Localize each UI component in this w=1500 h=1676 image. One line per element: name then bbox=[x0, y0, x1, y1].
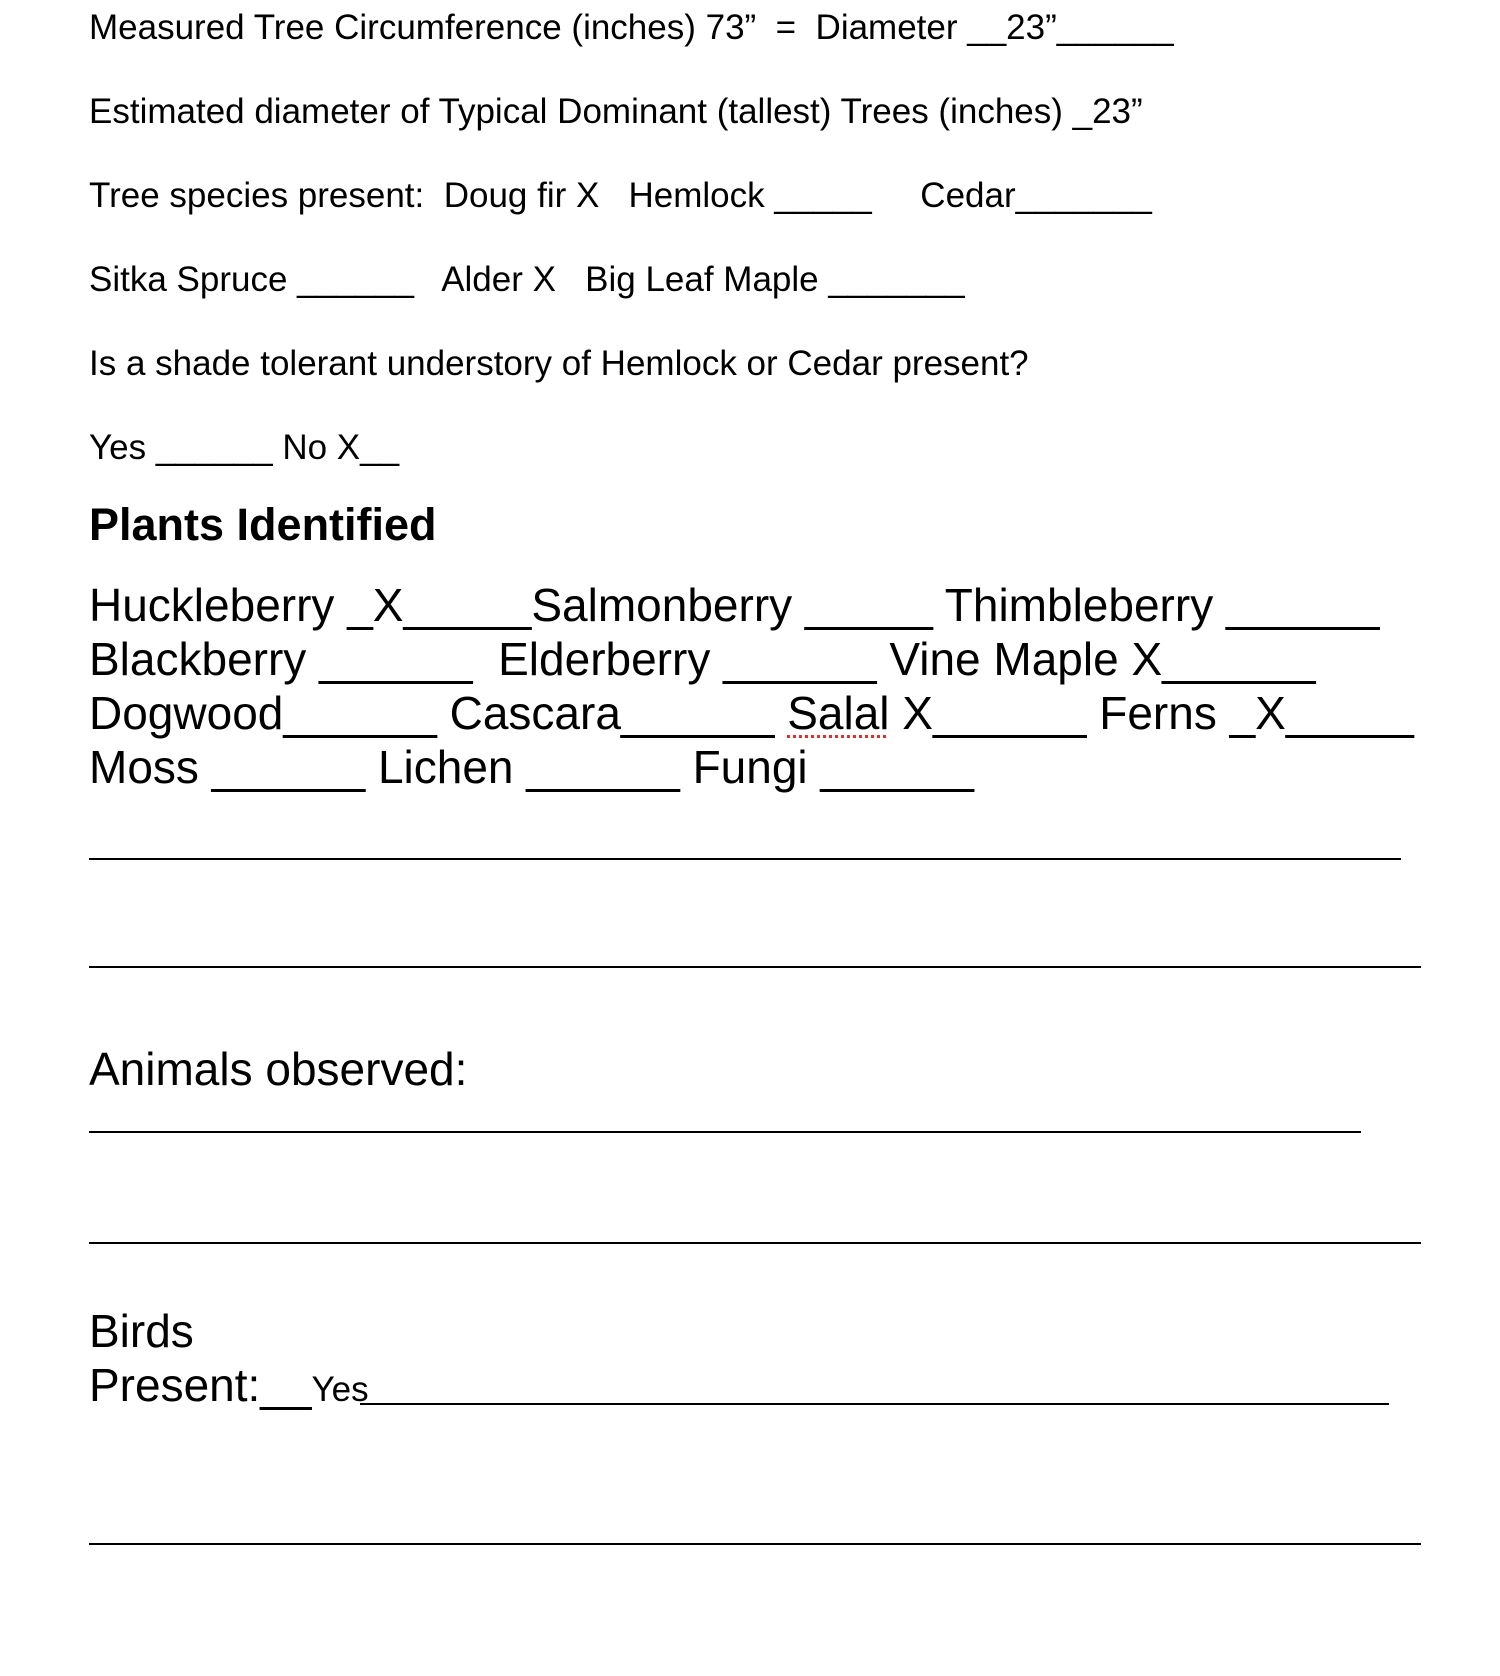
blank-line bbox=[89, 1543, 1421, 1545]
form-line-dominant-diameter: Estimated diameter of Typical Dominant (tallest) Trees (inches) _23” bbox=[89, 92, 1143, 131]
birds-answer-line bbox=[360, 1403, 1389, 1405]
blank-line bbox=[89, 858, 1401, 860]
plants-row-2: Blackberry ______ Elderberry ______ Vine Maple X______ bbox=[89, 633, 1316, 685]
plants-row-3-end: X______ Ferns _X_____ bbox=[889, 687, 1414, 739]
salal-word: Salal bbox=[787, 687, 890, 739]
birds-label: Birds bbox=[89, 1305, 194, 1357]
birds-present-answer: Yes bbox=[311, 1370, 369, 1409]
plants-row-3-start: Dogwood______ Cascara______ bbox=[89, 687, 788, 739]
plants-row-4: Moss ______ Lichen ______ Fungi ______ bbox=[89, 741, 974, 793]
blank-line bbox=[89, 1242, 1421, 1244]
animals-label: Animals observed: bbox=[89, 1043, 468, 1095]
form-line-tree-species-more: Sitka Spruce ______ Alder X Big Leaf Maple _______ bbox=[89, 260, 965, 299]
plants-heading: Plants Identified bbox=[89, 499, 437, 550]
blank-line bbox=[89, 966, 1421, 968]
form-line-understory-answer: Yes ______ No X__ bbox=[89, 428, 400, 467]
plants-row-3 bbox=[89, 687, 1414, 739]
birds-present-label: Present:__ bbox=[89, 1359, 312, 1411]
birds-present-line bbox=[89, 1359, 369, 1411]
form-line-tree-species: Tree species present: Doug fir X Hemlock _____ Cedar_______ bbox=[89, 176, 1152, 215]
plants-row-1: Huckleberry _X_____Salmonberry _____ Thimbleberry ______ bbox=[89, 579, 1380, 631]
form-line-circumference: Measured Tree Circumference (inches) 73” = Diameter __23”______ bbox=[89, 8, 1174, 47]
form-line-understory-question: Is a shade tolerant understory of Hemlock or Cedar present? bbox=[89, 344, 1029, 383]
blank-line bbox=[89, 1131, 1361, 1133]
